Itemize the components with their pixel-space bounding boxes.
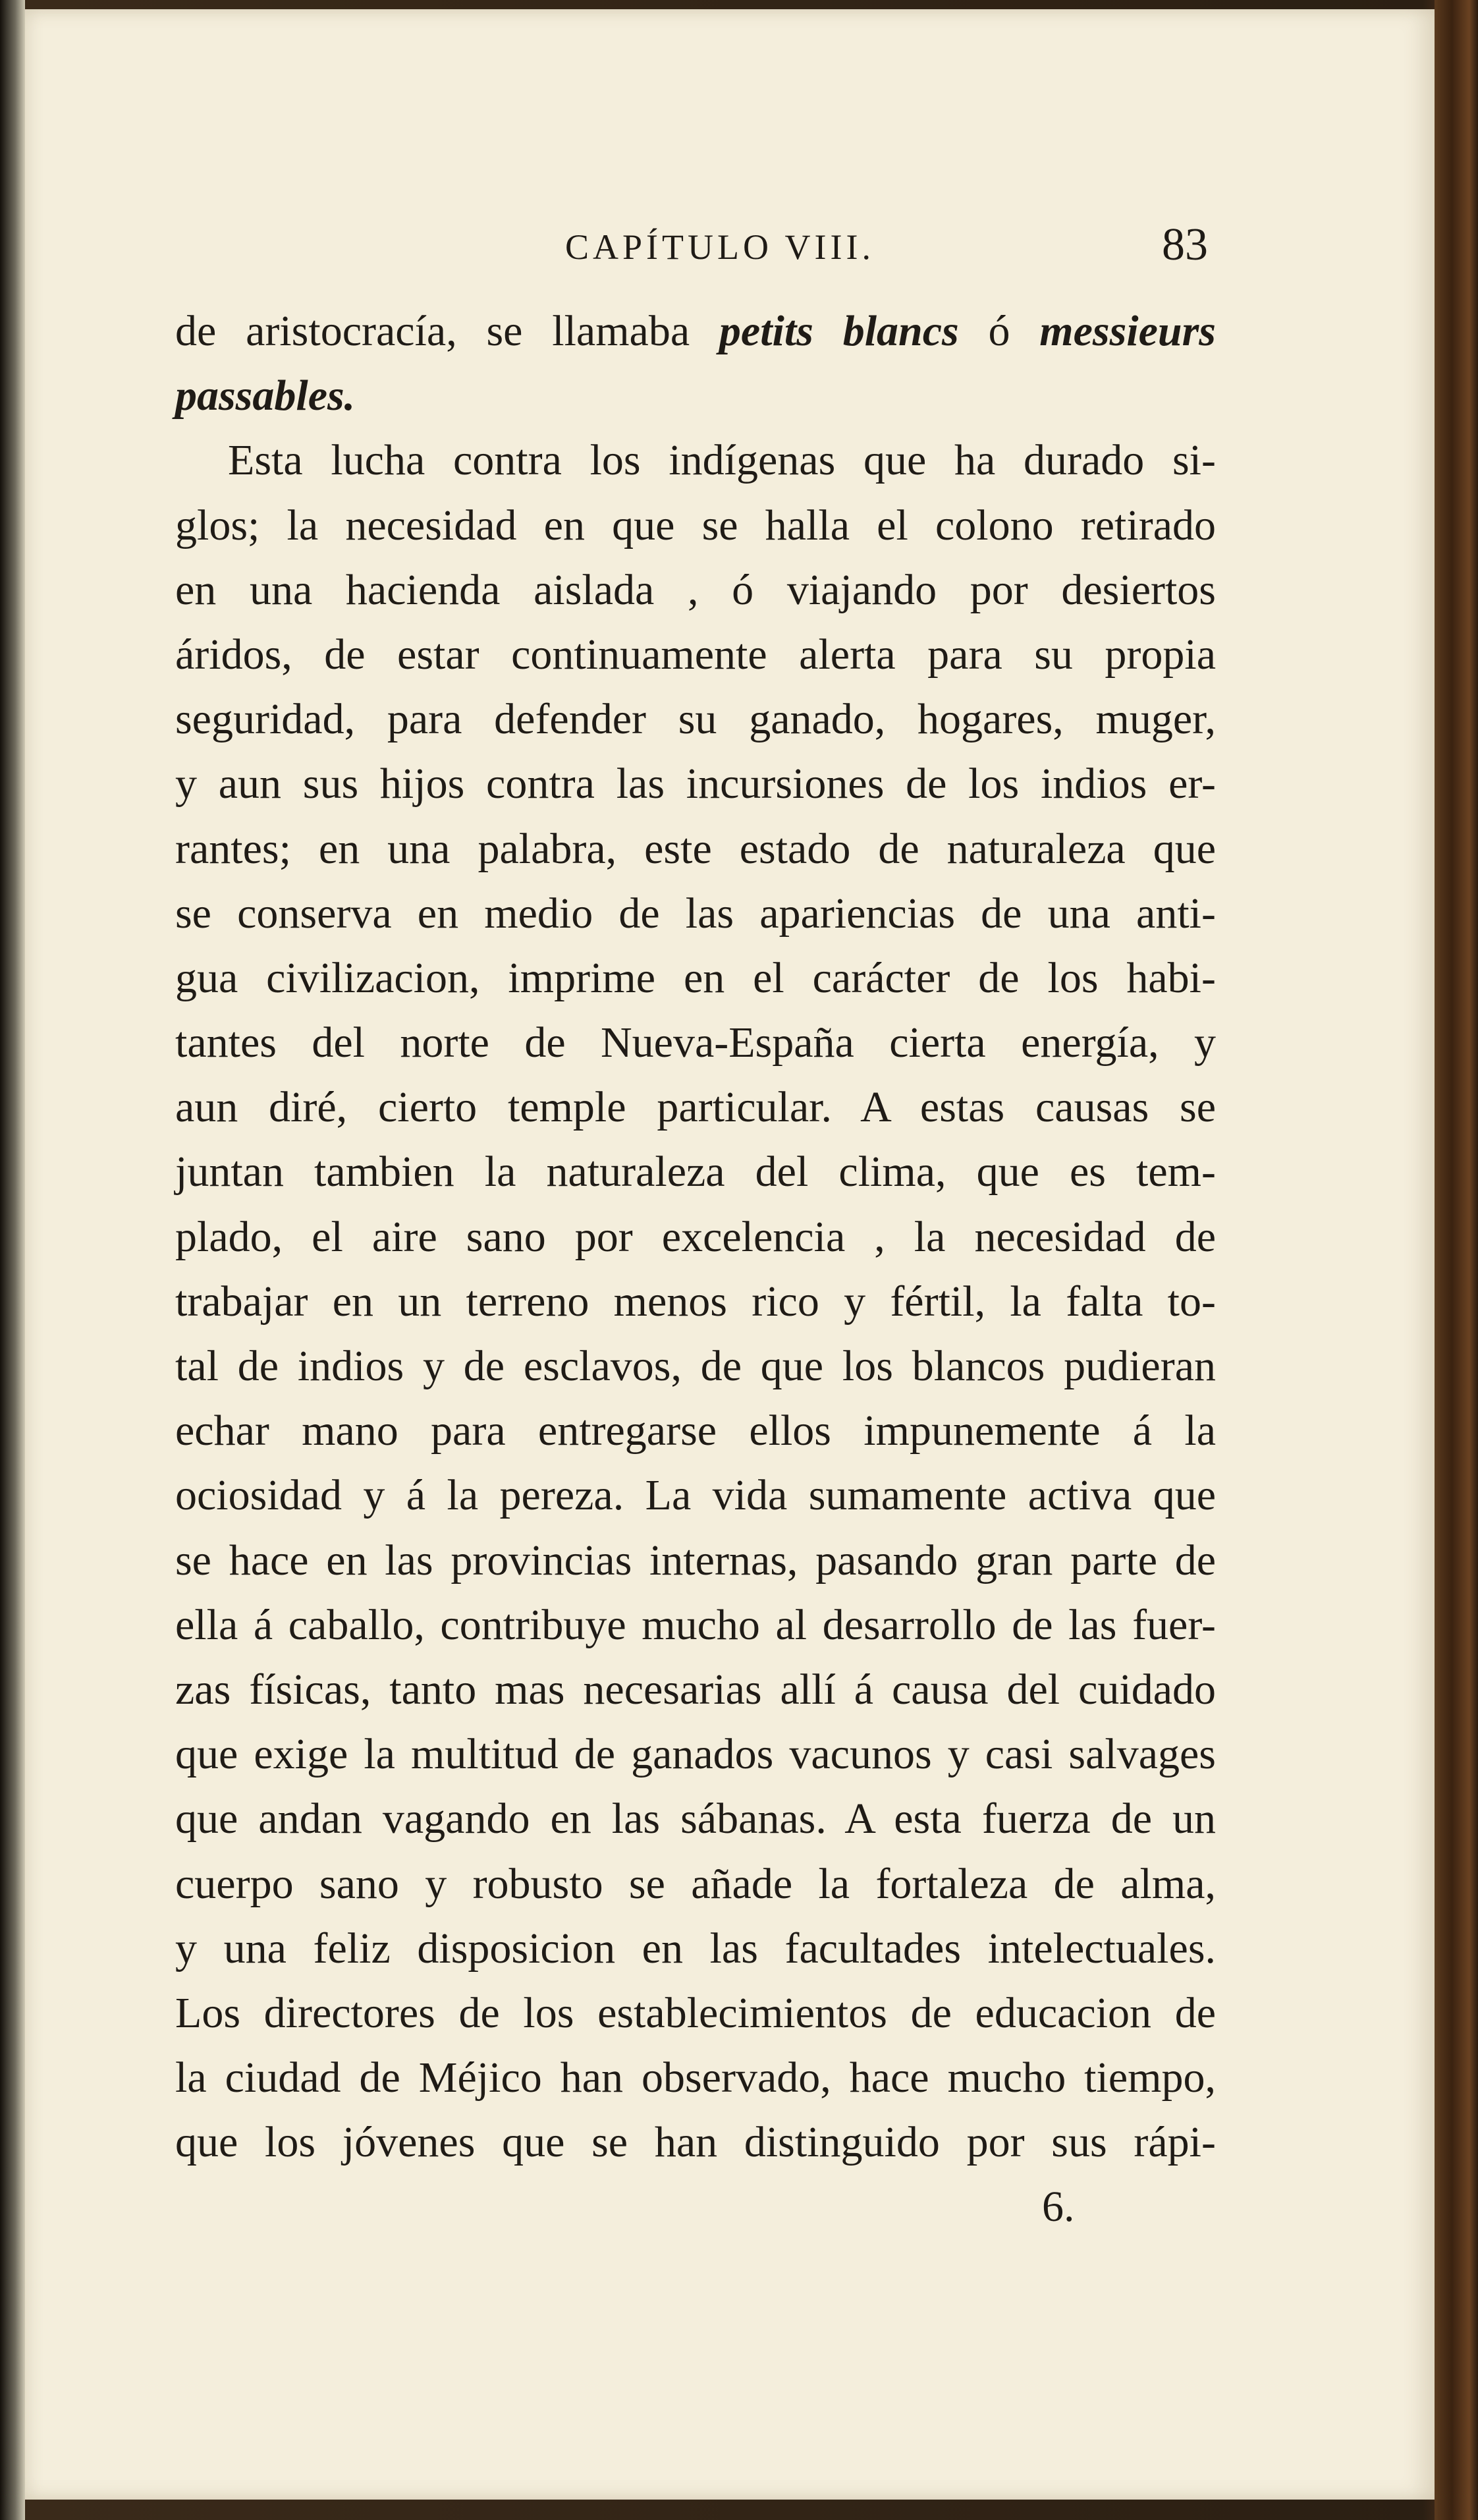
text-run: zas físicas, tanto mas necesarias allí á causa del cuidado	[175, 1665, 1216, 1714]
text-line	[175, 1334, 1216, 1399]
text-line	[175, 1011, 1216, 1075]
text-run: en una hacienda aislada , ó viajando por desiertos	[175, 565, 1216, 614]
running-head: CAPÍTULO VIII.	[565, 227, 875, 267]
text-run: rantes; en una palabra, este estado de naturaleza que	[175, 824, 1216, 873]
text-run: áridos, de estar continuamente alerta para su propia	[175, 630, 1216, 679]
text-line	[175, 1852, 1216, 1917]
page-number: 83	[1162, 219, 1208, 270]
text-run: de aristocracía, se llamaba	[175, 307, 719, 355]
text-line	[175, 364, 1216, 428]
text-run: y aun sus hijos contra las incursiones de los indios er-	[175, 760, 1216, 808]
text-line	[175, 946, 1216, 1011]
text-run: trabajar en un terreno menos rico y fértil, la falta to-	[175, 1277, 1216, 1326]
text-line	[175, 1917, 1216, 1981]
text-run: que exige la multitud de ganados vacunos y casi salvages	[175, 1730, 1216, 1779]
body-text	[175, 299, 1216, 2175]
text-run: ociosidad y á la pereza. La vida sumamente activa que	[175, 1471, 1216, 1520]
text-line	[175, 1399, 1216, 1463]
text-line	[175, 1205, 1216, 1270]
text-line	[175, 2046, 1216, 2110]
text-line	[175, 1140, 1216, 1204]
text-line	[175, 623, 1216, 687]
text-run: ella á caballo, contribuye mucho al desarrollo de las fuer-	[175, 1600, 1216, 1649]
signature-mark: 6.	[1042, 2183, 1075, 2231]
text-line	[175, 1593, 1216, 1658]
italic-phrase: petits blancs	[719, 307, 959, 355]
text-line	[175, 1658, 1216, 1722]
text-line	[175, 817, 1216, 882]
text-line	[175, 558, 1216, 623]
text-line	[175, 882, 1216, 946]
text-run: tantes del norte de Nueva-España cierta energía, y	[175, 1019, 1216, 1067]
text-line	[175, 493, 1216, 558]
text-run: tal de indios y de esclavos, de que los blancos pudieran	[175, 1342, 1216, 1390]
text-line	[175, 2110, 1216, 2175]
text-run: se conserva en medio de las apariencias de una anti-	[175, 889, 1216, 938]
text-run: Los directores de los establecimientos de educacion de	[175, 1988, 1216, 2037]
text-run: glos; la necesidad en que se halla el colono retirado	[175, 501, 1216, 549]
text-run: juntan tambien la naturaleza del clima, que es tem-	[175, 1148, 1216, 1196]
text-line	[175, 1787, 1216, 1851]
text-line	[175, 1722, 1216, 1787]
text-run: ó	[958, 307, 1040, 355]
text-run: y una feliz disposicion en las facultades intelectuales.	[175, 1924, 1216, 1973]
text-run: seguridad, para defender su ganado, hogares, muger,	[175, 695, 1216, 744]
text-run: gua civilizacion, imprime en el carácter de los habi-	[175, 953, 1216, 1002]
text-line	[175, 428, 1216, 493]
text-line	[175, 1528, 1216, 1593]
text-run: cuerpo sano y robusto se añade la fortaleza de alma,	[175, 1859, 1216, 1908]
book-page	[25, 9, 1435, 2500]
text-line	[175, 687, 1216, 752]
italic-phrase: passables.	[175, 372, 356, 420]
text-line	[175, 1981, 1216, 2046]
text-run: Esta lucha contra los indígenas que ha durado si-	[228, 436, 1216, 485]
text-line	[175, 752, 1216, 816]
text-run: se hace en las provincias internas, pasando gran parte de	[175, 1536, 1216, 1584]
text-line	[175, 1075, 1216, 1140]
text-run: que los jóvenes que se han distinguido por sus rápi-	[175, 2118, 1216, 2167]
page-fore-edge	[1435, 0, 1478, 2520]
text-run: echar mano para entregarse ellos impunemente á la	[175, 1407, 1216, 1455]
book-gutter	[0, 0, 25, 2520]
text-line	[175, 1270, 1216, 1334]
text-line	[175, 1463, 1216, 1528]
italic-phrase: messieurs	[1039, 307, 1216, 355]
text-run: aun diré, cierto temple particular. A estas causas se	[175, 1083, 1216, 1132]
text-run: la ciudad de Méjico han observado, hace mucho tiempo,	[175, 2054, 1216, 2102]
text-run: plado, el aire sano por excelencia , la necesidad de	[175, 1212, 1216, 1261]
text-run: que andan vagando en las sábanas. A esta fuerza de un	[175, 1795, 1216, 1843]
text-line	[175, 299, 1216, 364]
